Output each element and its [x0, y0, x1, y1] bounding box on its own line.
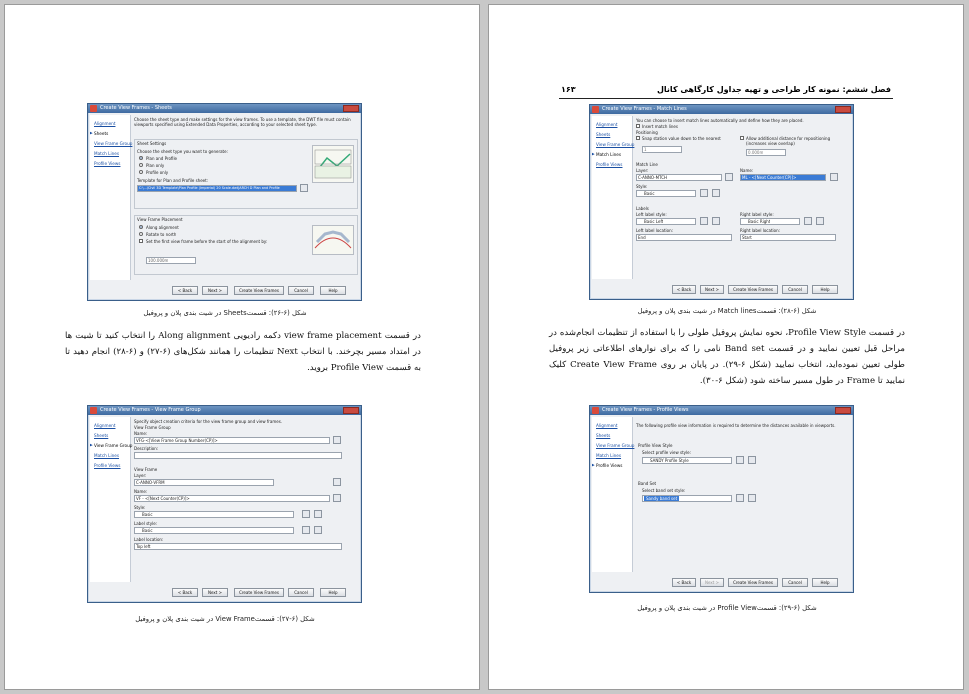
dialog-body [636, 417, 850, 572]
label-style-copy-icon[interactable] [314, 526, 322, 534]
band-copy-icon[interactable] [748, 494, 756, 502]
name-label: Name: [134, 431, 148, 436]
layer-label: Layer: [636, 168, 649, 173]
insert-label: Insert match lines [642, 124, 678, 129]
right-location-select[interactable] [740, 234, 836, 241]
select-pvs-label: Select profile view style: [642, 450, 691, 455]
allow-checkbox[interactable] [740, 136, 744, 140]
cancel-button[interactable]: Cancel [782, 285, 808, 294]
option-plan-only: Plan only [146, 163, 165, 168]
snap-value: 1 [644, 147, 647, 152]
left-style-edit-icon[interactable] [700, 217, 708, 225]
right-style-edit-icon[interactable] [804, 217, 812, 225]
next-button[interactable]: Next > [202, 286, 228, 295]
dialog-title: Create View Frames - Match Lines [590, 105, 853, 114]
edit-vf-name-icon[interactable] [333, 494, 341, 502]
left-page [4, 4, 480, 690]
match-lines-dialog [589, 104, 854, 300]
layer-label: Layer: [134, 473, 147, 478]
radio-plan-only[interactable] [139, 163, 143, 167]
help-button[interactable]: Help [812, 578, 838, 587]
radio-plan-profile[interactable] [139, 156, 143, 160]
positioning-label: Positioning [636, 130, 658, 135]
right-location-value: Start [742, 235, 752, 240]
option-profile-only: Profile only [146, 170, 169, 175]
snap-field[interactable] [642, 146, 682, 153]
nav-alignment[interactable]: Alignment [94, 423, 116, 428]
sheet-settings-label: Sheet Settings [137, 141, 167, 146]
cancel-button[interactable]: Cancel [782, 578, 808, 587]
name-value: ML - <[Next Counter(CP)]> [742, 175, 797, 180]
nav-view-frame-group[interactable]: ▶ View Frame Group [94, 443, 132, 448]
nav-sheets[interactable]: Sheets [596, 433, 611, 438]
intro-text: You can choose to insert match lines automatically and define how they are placed. [636, 118, 804, 123]
nav-sheets[interactable]: ▶ Sheets [94, 131, 108, 136]
vfp-label: View Frame Placement [137, 217, 183, 222]
cancel-button[interactable]: Cancel [288, 286, 314, 295]
back-button[interactable]: < Back [672, 578, 696, 587]
page-number: ۱۶۳ [561, 85, 576, 94]
style-label: Style: [134, 505, 146, 510]
description-field[interactable] [134, 452, 342, 459]
style-edit-icon[interactable] [700, 189, 708, 197]
snap-label: Snap station value down to the nearest [642, 136, 721, 141]
figure-caption-28: شکل (۶-۲۸): قسمتMatch lines در شیت بندی پلان و پروفیل [637, 307, 817, 315]
style-copy-icon[interactable] [712, 189, 720, 197]
nav-sheets[interactable]: Sheets [596, 132, 611, 137]
create-view-frames-button[interactable]: Create View Frames [728, 285, 778, 294]
band-label: Band Set [638, 481, 657, 486]
create-view-frames-button[interactable]: Create View Frames [728, 578, 778, 587]
pvs-copy-icon[interactable] [748, 456, 756, 464]
wizard-nav [592, 417, 633, 572]
close-icon[interactable] [835, 407, 851, 414]
style-edit-icon[interactable] [302, 510, 310, 518]
label-location-select[interactable] [134, 543, 342, 550]
vf-label: View Frame [134, 467, 158, 472]
option-plan-profile: Plan and Profile [146, 156, 178, 161]
nav-match-lines[interactable]: Match Lines [94, 453, 120, 458]
header-rule [559, 98, 893, 99]
pvs-label: Profile View Style [638, 443, 673, 448]
nav-profile-views[interactable]: Profile Views [596, 162, 623, 167]
right-page [488, 4, 964, 690]
browse-icon[interactable] [300, 184, 308, 192]
back-button[interactable]: < Back [172, 588, 198, 597]
left-location-select[interactable] [636, 234, 732, 241]
radio-along-alignment[interactable] [139, 225, 143, 229]
nav-alignment[interactable]: Alignment [596, 423, 618, 428]
allow-label: Allow additional distance for repositioning (increases view overlap) [746, 136, 831, 146]
nav-alignment[interactable]: Alignment [596, 122, 618, 127]
label-style-edit-icon[interactable] [302, 526, 310, 534]
template-label: Template for Plan and Profile sheet: [137, 178, 209, 183]
nav-alignment[interactable]: Alignment [94, 121, 116, 126]
insert-match-lines-checkbox[interactable] [636, 124, 640, 128]
nav-match-lines[interactable]: Match Lines [94, 151, 120, 156]
intro-text: Choose the sheet type and make settings for the view frames. To use a template, the DWT file must contain viewports specified using Extended Data Properties, according to your selected sheet type. [134, 117, 351, 127]
create-view-frames-button[interactable]: Create View Frames [234, 286, 284, 295]
name2-label: Name: [134, 489, 148, 494]
option-rotate-north: Rotate to north [146, 232, 177, 237]
dialog-body [134, 115, 358, 280]
label-style-value: Basic [142, 528, 153, 533]
label-style-label: Label style: [134, 521, 158, 526]
band-value: Sandy band set [646, 496, 678, 501]
right-style-copy-icon[interactable] [816, 217, 824, 225]
layer-icon[interactable] [725, 173, 733, 181]
allow-value: 0.000m [748, 150, 764, 155]
style-copy-icon[interactable] [314, 510, 322, 518]
left-style-value: Basic Left [644, 219, 664, 224]
offset-value: 100.000m [148, 258, 169, 263]
edit-name-icon[interactable] [830, 173, 838, 181]
name-label: Name: [740, 168, 754, 173]
profile-views-dialog [589, 405, 854, 593]
edit-name-icon[interactable] [333, 436, 341, 444]
vfg-name-value: VFG-<[View Frame Group Number(CP)]> [136, 438, 218, 443]
layer-value: C-ANNO-VFRM [136, 480, 165, 485]
nav-match-lines[interactable]: Match Lines [596, 453, 622, 458]
chapter-header: فصل ششم: نمونه کار طراحی و تهیه جداول کارگاهی کانال [656, 85, 891, 94]
placement-thumbnail [312, 225, 354, 255]
nav-sheets[interactable]: Sheets [94, 433, 109, 438]
option-along-alignment: Along alignment [146, 225, 179, 230]
snap-checkbox[interactable] [636, 136, 640, 140]
right-style-value: Basic Right [748, 219, 771, 224]
wizard-nav [90, 417, 131, 582]
help-button[interactable]: Help [320, 588, 346, 597]
pvs-edit-icon[interactable] [736, 456, 744, 464]
dialog-body [636, 116, 850, 279]
placement-thumbnail-art [313, 226, 353, 254]
description-label: Description: [134, 446, 159, 451]
style-value: Basic [644, 191, 655, 196]
intro-text: Specify object creation criteria for the view frame group and view frames. [134, 419, 283, 424]
close-icon[interactable] [835, 106, 851, 113]
next-button[interactable]: Next > [700, 285, 724, 294]
help-button[interactable]: Help [320, 286, 346, 295]
close-icon[interactable] [343, 407, 359, 414]
intro-text: The following profile view information is required to determine the distances available in viewports. [636, 423, 836, 428]
sheets-dialog [87, 103, 362, 301]
next-button[interactable]: Next > [202, 588, 228, 597]
app-icon [90, 407, 97, 414]
vfg-label: View Frame Group [134, 425, 171, 430]
cancel-button[interactable]: Cancel [288, 588, 314, 597]
create-view-frames-button[interactable]: Create View Frames [234, 588, 284, 597]
nav-view-frame-group[interactable]: View Frame Group [596, 443, 635, 448]
band-edit-icon[interactable] [736, 494, 744, 502]
left-style-copy-icon[interactable] [712, 217, 720, 225]
app-icon [592, 407, 599, 414]
left-style-label: Left label style: [636, 212, 667, 217]
dialog-title: Create View Frames - Sheets [88, 104, 361, 113]
nav-profile-views[interactable]: Profile Views [94, 463, 121, 468]
right-style-label: Right label style: [740, 212, 774, 217]
left-location-value: End [638, 235, 646, 240]
style-value: Basic [142, 512, 153, 517]
body-paragraph: در قسمت Profile View Style، نحوه نمایش پروفیل طولی را با استفاده از تنظیمات انجام‌شده در مراحل قبل تعیین نمایید و در قسمت Band set نامی را که برای نوارهای اطلاعاتی زیر پروفیل طولی تعیین نموده‌اید، انتخاب نمایید (شکل ۶-۲۹). در پایان بر روی Create View Frame کلیک نمایید تا Frame در طول مسیر ساخته شود (شکل ۶-۳۰). [549, 328, 906, 386]
right-location-label: Right label location: [740, 228, 780, 233]
left-location-label: Left label location: [636, 228, 673, 233]
layer-icon[interactable] [333, 478, 341, 486]
label-location-label: Label location: [134, 537, 164, 542]
figure-caption-26: شکل (۶-۲۶): قسمتSheets در شیت بندی پلان و پروفیل [143, 309, 307, 317]
wizard-nav [90, 115, 131, 280]
close-icon[interactable] [343, 105, 359, 112]
back-button[interactable]: < Back [672, 285, 696, 294]
choose-label: Choose the sheet type you want to generate: [137, 149, 228, 154]
plan-profile-thumbnail-art [313, 146, 353, 182]
label-location-value: Top left [136, 544, 151, 549]
dialog-title: Create View Frames - Profile Views [590, 406, 853, 415]
help-button[interactable]: Help [812, 285, 838, 294]
set-first-checkbox[interactable] [139, 239, 143, 243]
ml-label: Match Line [636, 162, 658, 167]
app-icon [90, 105, 97, 112]
layer-value: C-ANNO-MTCH [638, 175, 668, 180]
pvs-value: SANDY Profile Style [650, 458, 689, 463]
labels-label: Labels [636, 206, 649, 211]
figure-caption-29: شکل (۶-۲۹): قسمتProfile View در شیت بندی پلان و پروفیل [637, 604, 817, 612]
radio-rotate-north[interactable] [139, 232, 143, 236]
body-paragraph: در قسمت view frame placement دکمه رادیویی Along alignment را انتخاب کنید تا شیت ها در امتداد مسیر بچرخند. با انتخاب Next تنظیمات را همانند شکل‌های (۶-۲۷) و (۶-۲۸) انجام دهید تا به قسمت Profile View بروید. [65, 331, 421, 373]
style-label: Style: [636, 184, 648, 189]
view-frame-group-dialog [87, 405, 362, 603]
style-select[interactable] [134, 511, 294, 518]
plan-profile-thumbnail [312, 145, 354, 183]
dialog-body [134, 417, 358, 582]
label-style-select[interactable] [134, 527, 294, 534]
nav-profile-views[interactable]: ▶ Profile Views [596, 463, 622, 468]
radio-profile-only[interactable] [139, 170, 143, 174]
nav-view-frame-group[interactable]: View Frame Group [94, 141, 133, 146]
select-band-label: Select band set style: [642, 488, 686, 493]
template-value: C:\...\Civil 3D Template\Plan Profile (Imperial) 20 Scale.dwt|ARCH D Plan and Profile [139, 186, 280, 190]
nav-profile-views[interactable]: Profile Views [94, 161, 121, 166]
dialog-title: Create View Frames - View Frame Group [88, 406, 361, 415]
nav-view-frame-group[interactable]: View Frame Group [596, 142, 635, 147]
wizard-nav [592, 116, 633, 279]
next-button[interactable]: Next > [700, 578, 724, 587]
nav-match-lines[interactable]: ▶ Match Lines [596, 152, 621, 157]
figure-caption-27: شکل (۶-۲۷): قسمتView Frame در شیت بندی پلان و پروفیل [135, 615, 315, 623]
set-first-label: Set the first view frame before the start of the alignment by: [146, 239, 268, 244]
vf-name-value: VF - <[Next Counter(CP)]> [136, 496, 190, 501]
app-icon [592, 106, 599, 113]
back-button[interactable]: < Back [172, 286, 198, 295]
